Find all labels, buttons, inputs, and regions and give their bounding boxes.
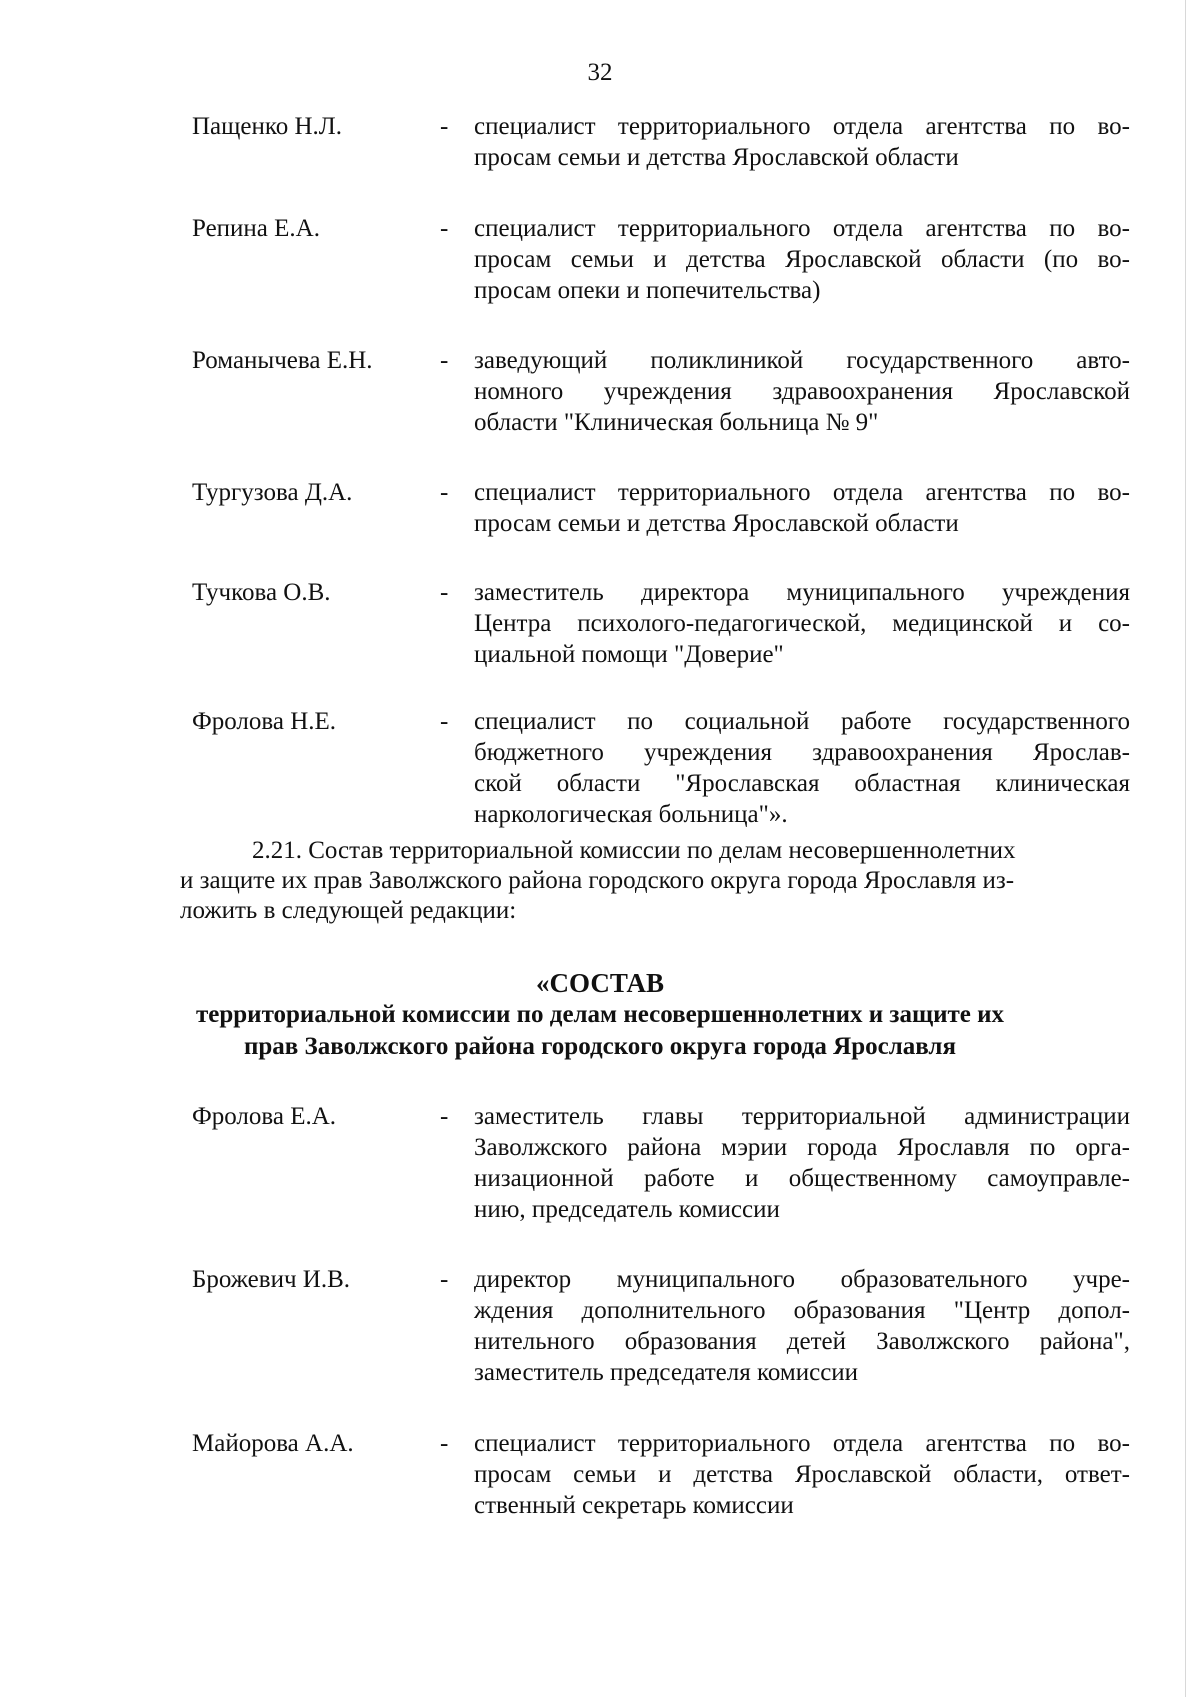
role-line: просам семьи и детства Ярославской области <box>474 510 959 537</box>
role-line: специалист территориального отдела агентства по во- <box>474 215 1130 242</box>
role-line: специалист территориального отдела агентства по во- <box>474 479 1130 506</box>
role-line: просам семьи и детства Ярославской области, ответ- <box>474 1461 1130 1488</box>
role-line: номного учреждения здравоохранения Ярославской <box>474 378 1130 405</box>
role-line: ственный секретарь комиссии <box>474 1492 794 1519</box>
role-line: нию, председатель комиссии <box>474 1196 780 1223</box>
member-role <box>474 706 1130 830</box>
member-name: Романычева Е.Н. <box>192 347 373 374</box>
member-role <box>474 577 1130 670</box>
role-line: директор муниципального образовательного учре- <box>474 1266 1130 1293</box>
member-dash: - <box>440 479 449 506</box>
member-name: Репина Е.А. <box>192 215 320 242</box>
member-dash: - <box>440 347 449 374</box>
member-name: Тучкова О.В. <box>192 579 331 606</box>
body-paragraph <box>180 836 1130 926</box>
member-name: Фролова Н.Е. <box>192 708 337 735</box>
role-line: нительного образования детей Заволжского района", <box>474 1328 1130 1355</box>
role-line: заместитель директора муниципального учреждения <box>474 579 1130 606</box>
member-role <box>474 213 1130 306</box>
role-line: наркологическая больница"». <box>474 801 788 828</box>
section-heading <box>0 967 1200 1063</box>
role-line: специалист по социальной работе государственного <box>474 708 1130 735</box>
member-name: Брожевич И.В. <box>192 1266 351 1293</box>
member-name: Пащенко Н.Л. <box>192 113 343 140</box>
role-line: ской области "Ярославская областная клиническая <box>474 770 1130 797</box>
role-line: Заволжского района мэрии города Ярославля по орга- <box>474 1134 1130 1161</box>
heading-line: территориальной комиссии по делам несовершеннолетних и защите их <box>195 1001 1005 1028</box>
member-role <box>474 1101 1130 1225</box>
role-line: циальной помощи "Доверие" <box>474 641 784 668</box>
role-line: просам опеки и попечительства) <box>474 277 821 304</box>
role-line: Центра психолого-педагогической, медицинской и со- <box>474 610 1130 637</box>
role-line: просам семьи и детства Ярославской области (по во- <box>474 246 1130 273</box>
member-dash: - <box>440 1430 449 1457</box>
heading-line: прав Заволжского района городского округа города Ярославля <box>244 1033 956 1060</box>
role-line: бюджетного учреждения здравоохранения Ярослав- <box>474 739 1130 766</box>
role-line: просам семьи и детства Ярославской области <box>474 144 959 171</box>
page-number: 32 <box>587 59 613 86</box>
member-name: Майорова А.А. <box>192 1430 354 1457</box>
role-line: специалист территориального отдела агентства по во- <box>474 1430 1130 1457</box>
paragraph-line: 2.21. Состав территориальной комиссии по делам несовершеннолетних <box>252 837 1016 864</box>
member-dash: - <box>440 215 449 242</box>
member-role <box>474 1264 1130 1388</box>
member-role <box>474 345 1130 438</box>
role-line: области "Клиническая больница № 9" <box>474 409 879 436</box>
member-name: Фролова Е.А. <box>192 1103 337 1130</box>
member-role <box>474 1428 1130 1521</box>
role-line: специалист территориального отдела агентства по во- <box>474 113 1130 140</box>
role-line: заведующий поликлиникой государственного авто- <box>474 347 1130 374</box>
role-line: ждения дополнительного образования "Центр допол- <box>474 1297 1130 1324</box>
member-dash: - <box>440 1103 449 1130</box>
role-line: заместитель главы территориальной администрации <box>474 1103 1130 1130</box>
member-dash: - <box>440 708 449 735</box>
member-name: Тургузова Д.А. <box>192 479 353 506</box>
page-edge-line <box>1185 0 1186 1697</box>
member-dash: - <box>440 1266 449 1293</box>
paragraph-line: и защите их прав Заволжского района городского округа города Ярославля из- <box>180 867 1015 894</box>
heading-title: «СОСТАВ <box>536 968 664 998</box>
member-dash: - <box>440 113 449 140</box>
member-role <box>474 477 1130 539</box>
member-role <box>474 111 1130 173</box>
paragraph-line: ложить в следующей редакции: <box>180 897 517 924</box>
role-line: заместитель председателя комиссии <box>474 1359 859 1386</box>
role-line: низационной работе и общественному самоуправле- <box>474 1165 1130 1192</box>
member-dash: - <box>440 579 449 606</box>
